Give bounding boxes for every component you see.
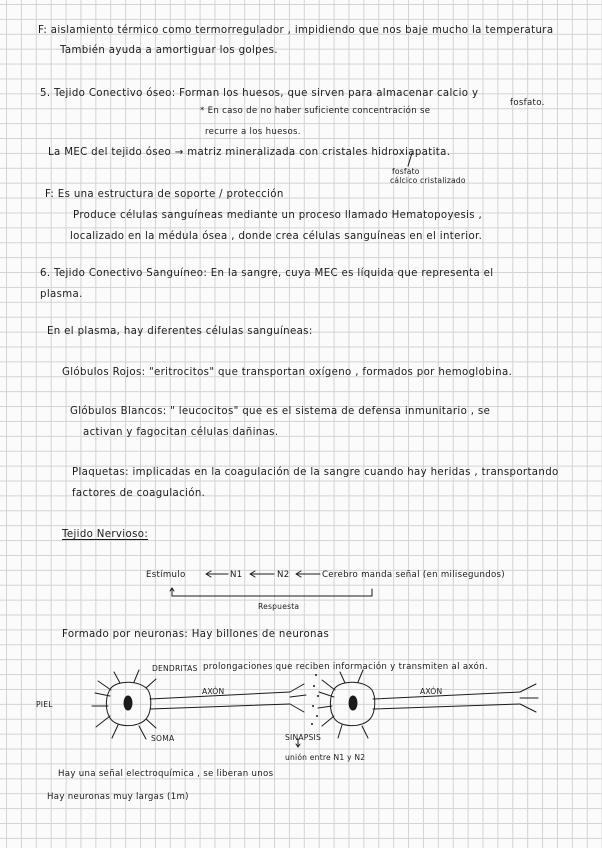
- note-line-21: Hay neuronas muy largas (1m): [47, 792, 189, 802]
- note-line-3: 5. Tejido Conectivo óseo: Forman los huesos, que sirven para almacenar calcio y: [40, 88, 479, 99]
- arrow-sinapsis: [296, 739, 300, 747]
- label-union: unión entre N1 y N2: [285, 753, 366, 762]
- note-line-8: Produce células sanguíneas mediante un proceso llamado Hematopoyesis ,: [73, 210, 483, 221]
- label-sinapsis: SINAPSIS: [285, 733, 321, 742]
- flow-estimulo: Estímulo: [146, 570, 186, 580]
- note-line-11: plasma.: [40, 289, 83, 300]
- flow-arrows: [206, 571, 320, 577]
- note-line-2: También ayuda a amortiguar los golpes.: [60, 45, 278, 56]
- note-line-16: Plaquetas: implicadas en la coagulación de la sangre cuando hay heridas , transportando: [72, 467, 559, 478]
- label-axon-1: AXÓN: [202, 687, 225, 696]
- label-dendritas-desc: prolongaciones que reciben información y transmiten al axón.: [203, 662, 488, 672]
- synapse-dots: [311, 674, 319, 725]
- note-line-3b: fosfato.: [510, 98, 545, 108]
- note-line-13: Glóbulos Rojos: "eritrocitos" que transportan oxígeno , formados por hemoglobina.: [62, 367, 513, 378]
- note-line-5: recurre a los huesos.: [205, 127, 301, 137]
- note-line-9: localizado en la médula ósea , donde crea células sanguíneas en el interior.: [70, 231, 483, 242]
- label-axon-2: AXÓN: [420, 687, 443, 696]
- note-line-10: 6. Tejido Conectivo Sanguíneo: En la sangre, cuya MEC es líquida que representa el: [40, 268, 494, 279]
- flow-n2: N2: [277, 570, 290, 580]
- neuron-1: [92, 670, 306, 739]
- note-line-14: Glóbulos Blancos: " leucocitos" que es el sistema de defensa inmunitario , se: [70, 406, 491, 417]
- note-line-4: * En caso de no haber suficiente concentración se: [200, 106, 431, 116]
- respuesta-bracket: [172, 589, 372, 596]
- label-piel: PIEL: [36, 700, 53, 709]
- section-heading-nervioso: Tejido Nervioso:: [62, 529, 149, 540]
- note-line-20: Hay una señal electroquímica , se liberan unos: [58, 769, 274, 779]
- note-line-6b: fosfato: [392, 167, 420, 176]
- note-line-19: Formado por neuronas: Hay billones de neuronas: [62, 629, 330, 640]
- neuron-2: [318, 670, 538, 738]
- note-line-17: factores de coagulación.: [72, 488, 206, 499]
- arrow-hidroxiapatita: [408, 153, 412, 166]
- note-line-15: activan y fagocitan células dañinas.: [83, 427, 279, 438]
- flow-respuesta: Respuesta: [258, 602, 300, 611]
- label-dendritas: DENDRITAS: [152, 664, 198, 673]
- note-line-7: F: Es una estructura de soporte / protección: [45, 189, 284, 200]
- flow-cerebro: Cerebro manda señal (en milisegundos): [322, 570, 505, 580]
- label-soma: SOMA: [151, 734, 175, 743]
- note-line-12: En el plasma, hay diferentes células sanguíneas:: [47, 326, 313, 337]
- note-line-6c: cálcico cristalizado: [390, 176, 466, 185]
- note-line-1: F: aislamiento térmico como termorregulador , impidiendo que nos baje mucho la temperatura: [38, 25, 554, 36]
- note-line-6: La MEC del tejido óseo → matriz mineralizada con cristales hidroxiapatita.: [48, 147, 451, 158]
- flow-n1: N1: [230, 570, 243, 580]
